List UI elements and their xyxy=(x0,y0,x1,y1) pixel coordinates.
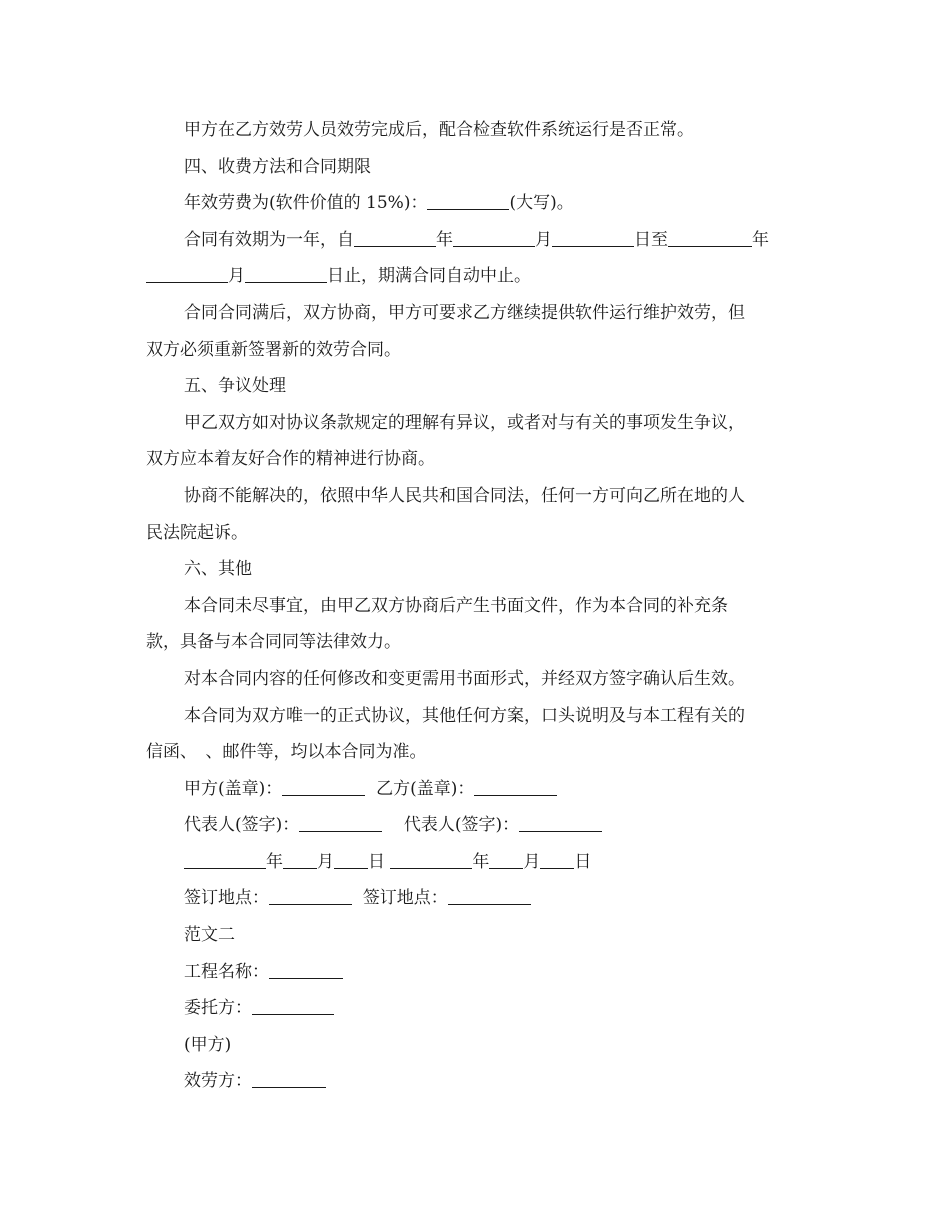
fill-blank xyxy=(299,814,382,832)
text: 月 xyxy=(228,266,245,287)
text: 民法院起诉。 xyxy=(146,522,248,543)
text: 信函、 、邮件等，均以本合同为准。 xyxy=(146,742,427,763)
paragraph-other-cont xyxy=(146,624,798,661)
text: 四、收费方法和合同期限 xyxy=(184,156,371,177)
text: 效劳方： xyxy=(184,1071,252,1092)
text: 对本合同内容的任何修改和变更需用书面形式，并经双方签字确认后生效。 xyxy=(184,668,745,689)
text: 甲乙双方如对协议条款规定的理解有异议，或者对与有关的事项发生争议， xyxy=(184,412,745,433)
text: 协商不能解决的，依照中华人民共和国合同法，任何一方可向乙所在地的人 xyxy=(184,485,745,506)
signature-seal-line xyxy=(146,771,798,808)
text: 日至 xyxy=(634,229,668,250)
paragraph-dispute xyxy=(146,405,798,442)
project-name-field xyxy=(146,954,798,991)
fill-blank xyxy=(269,887,352,905)
text: 年 xyxy=(472,851,490,872)
text: 款，具备与本合同同等法律效力。 xyxy=(146,632,401,653)
text: 签订地点： xyxy=(184,888,269,909)
document-page xyxy=(146,112,798,1100)
sample-two-heading xyxy=(146,917,798,954)
fill-blank xyxy=(519,814,602,832)
text: 年 xyxy=(752,229,769,250)
fill-blank xyxy=(252,997,334,1015)
party-a-label xyxy=(146,1027,798,1064)
text: 日 xyxy=(574,851,592,872)
text: 月 xyxy=(317,851,334,872)
paragraph-validity-period xyxy=(146,222,798,259)
text: 甲方(盖章)： xyxy=(184,778,283,799)
fill-blank xyxy=(390,851,472,869)
section-heading-6 xyxy=(146,551,798,588)
paragraph-other xyxy=(146,588,798,625)
provider-field xyxy=(146,1063,798,1100)
fill-blank xyxy=(245,265,327,283)
text: (大写)。 xyxy=(509,193,574,214)
text: 五、争议处理 xyxy=(184,376,286,397)
fill-blank xyxy=(354,229,436,247)
signing-place-line xyxy=(146,880,798,917)
fill-blank xyxy=(334,851,368,869)
fill-blank xyxy=(252,1070,326,1088)
paragraph-inspection xyxy=(146,112,798,149)
text: 本合同为双方唯一的正式协议，其他任何方案，口头说明及与本工程有关的 xyxy=(184,705,745,726)
paragraph-lawsuit xyxy=(146,478,798,515)
text: 年效劳费为(软件价值的 15%)： xyxy=(184,193,428,214)
paragraph-validity-period-cont xyxy=(146,258,798,295)
paragraph-sole-agreement-cont xyxy=(146,734,798,771)
fill-blank xyxy=(453,229,535,247)
paragraph-modification xyxy=(146,661,798,698)
paragraph-annual-fee xyxy=(146,185,798,222)
text: 甲方在乙方效劳人员效劳完成后，配合检查软件系统运行是否正常。 xyxy=(184,120,694,140)
fill-blank xyxy=(146,265,228,283)
text: 月 xyxy=(535,229,552,250)
text: 合同有效期为一年，自 xyxy=(184,229,354,250)
text: 委托方： xyxy=(184,998,252,1019)
paragraph-dispute-cont xyxy=(146,441,798,478)
text: 年 xyxy=(436,229,453,250)
text: 年 xyxy=(266,851,283,872)
text: 代表人(签字)： xyxy=(403,815,520,836)
section-heading-5 xyxy=(146,368,798,405)
paragraph-sole-agreement xyxy=(146,698,798,735)
text: 工程名称： xyxy=(184,961,269,982)
text: 日 xyxy=(368,851,385,872)
paragraph-renewal-cont xyxy=(146,332,798,369)
text: 本合同未尽事宜，由甲乙双方协商后产生书面文件，作为本合同的补充条 xyxy=(184,595,728,616)
signature-representative-line xyxy=(146,807,798,844)
fill-blank xyxy=(283,851,317,869)
fill-blank xyxy=(540,851,574,869)
text: 乙方(盖章)： xyxy=(376,778,475,799)
fill-blank xyxy=(282,778,365,796)
text: (甲方) xyxy=(184,1034,232,1055)
fill-blank xyxy=(269,961,343,979)
text: 双方应本着友好合作的精神进行协商。 xyxy=(146,449,435,470)
fill-blank xyxy=(448,887,531,905)
text: 范文二 xyxy=(184,925,235,946)
text: 签订地点： xyxy=(362,888,448,909)
text: 双方必须重新签署新的效劳合同。 xyxy=(146,339,401,360)
fill-blank xyxy=(474,778,557,796)
text: 日止，期满合同自动中止。 xyxy=(327,266,531,287)
section-heading-4 xyxy=(146,149,798,186)
paragraph-lawsuit-cont xyxy=(146,515,798,552)
fill-blank xyxy=(427,192,509,210)
text: 六、其他 xyxy=(184,559,252,580)
text: 月 xyxy=(523,851,541,872)
signature-date-line xyxy=(146,844,798,881)
client-field xyxy=(146,990,798,1027)
text: 合同合同满后，双方协商，甲方可要求乙方继续提供软件运行维护效劳，但 xyxy=(184,302,745,323)
fill-blank xyxy=(552,229,634,247)
paragraph-renewal xyxy=(146,295,798,332)
fill-blank xyxy=(489,851,523,869)
text: 代表人(签字)： xyxy=(184,815,300,836)
fill-blank xyxy=(668,229,752,247)
fill-blank xyxy=(184,851,266,869)
